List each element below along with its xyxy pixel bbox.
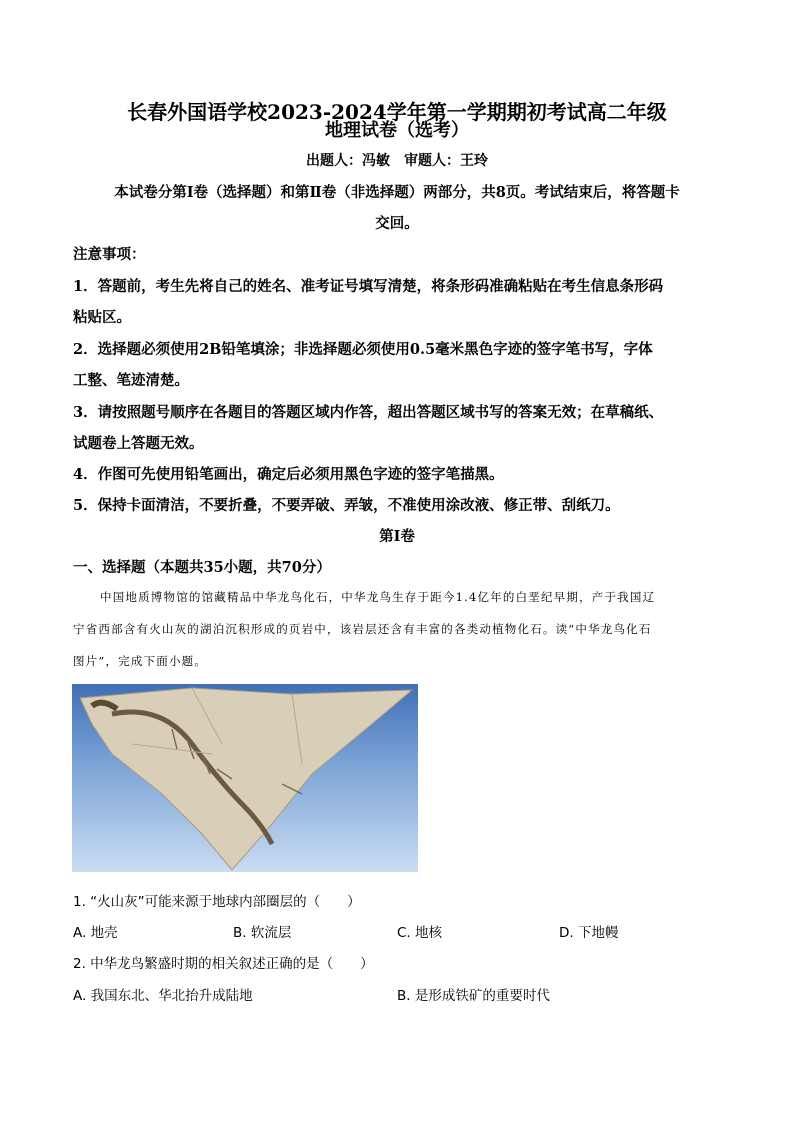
q1-option-d: D. 下地幔	[559, 925, 619, 941]
note-line: 3．请按照题号顺序在各题目的答题区域内作答，超出答题区域书写的答案无效；在草稿纸、	[73, 404, 664, 421]
question-2-stem: 2. 中华龙鸟繁盛时期的相关叙述正确的是（ ）	[73, 956, 374, 972]
passage-line: 中国地质博物馆的馆藏精品中华龙鸟化石，中华龙鸟生存于距今1.4亿年的白垩纪早期，产于我国辽	[100, 590, 656, 604]
note-line: 1．答题前，考生先将自己的姓名、准考证号填写清楚，将条形码准确粘贴在考生信息条形码	[73, 278, 664, 295]
notes-heading: 注意事项：	[73, 246, 146, 263]
note-line: 工整、笔迹清楚。	[73, 372, 189, 389]
authors: 出题人：冯敏 审题人：王玲	[306, 153, 488, 169]
note-line: 试题卷上答题无效。	[73, 435, 204, 452]
q1-option-a: A. 地壳	[73, 925, 118, 941]
intro-line: 本试卷分第Ⅰ卷（选择题）和第Ⅱ卷（非选择题）两部分，共8页。考试结束后，将答题卡	[114, 184, 680, 201]
q1-option-b: B. 软流层	[233, 925, 292, 941]
exam-subtitle: 地理试卷（选考）	[325, 120, 469, 141]
intro-line: 交回。	[375, 215, 419, 232]
note-line: 粘贴区。	[73, 309, 131, 326]
note-line: 4．作图可先使用铅笔画出，确定后必须用黑色字迹的签字笔描黑。	[73, 466, 504, 483]
part-heading: 第Ⅰ卷	[379, 528, 415, 545]
q1-option-c: C. 地核	[397, 925, 443, 941]
section-heading: 一、选择题（本题共35小题，共70分）	[73, 559, 331, 576]
passage-line: 图片”，完成下面小题。	[73, 654, 208, 668]
exam-title: 长春外国语学校2023-2024学年第一学期期初考试高二年级	[127, 100, 667, 124]
note-line: 2．选择题必须使用2B铅笔填涂；非选择题必须使用0.5毫米黑色字迹的签字笔书写，字体	[73, 341, 653, 358]
fossil-image	[72, 684, 418, 872]
q2-option-a: A. 我国东北、华北抬升成陆地	[73, 988, 253, 1004]
q2-option-b: B. 是形成铁矿的重要时代	[397, 988, 550, 1004]
note-line: 5．保持卡面清洁，不要折叠，不要弄破、弄皱，不准使用涂改液、修正带、刮纸刀。	[73, 497, 620, 514]
question-1-stem: 1. “火山灰”可能来源于地球内部圈层的（ ）	[73, 894, 361, 910]
passage-line: 宁省西部含有火山灰的湖泊沉积形成的页岩中，该岩层还含有丰富的各类动植物化石。读“中华龙鸟化石	[73, 622, 652, 636]
